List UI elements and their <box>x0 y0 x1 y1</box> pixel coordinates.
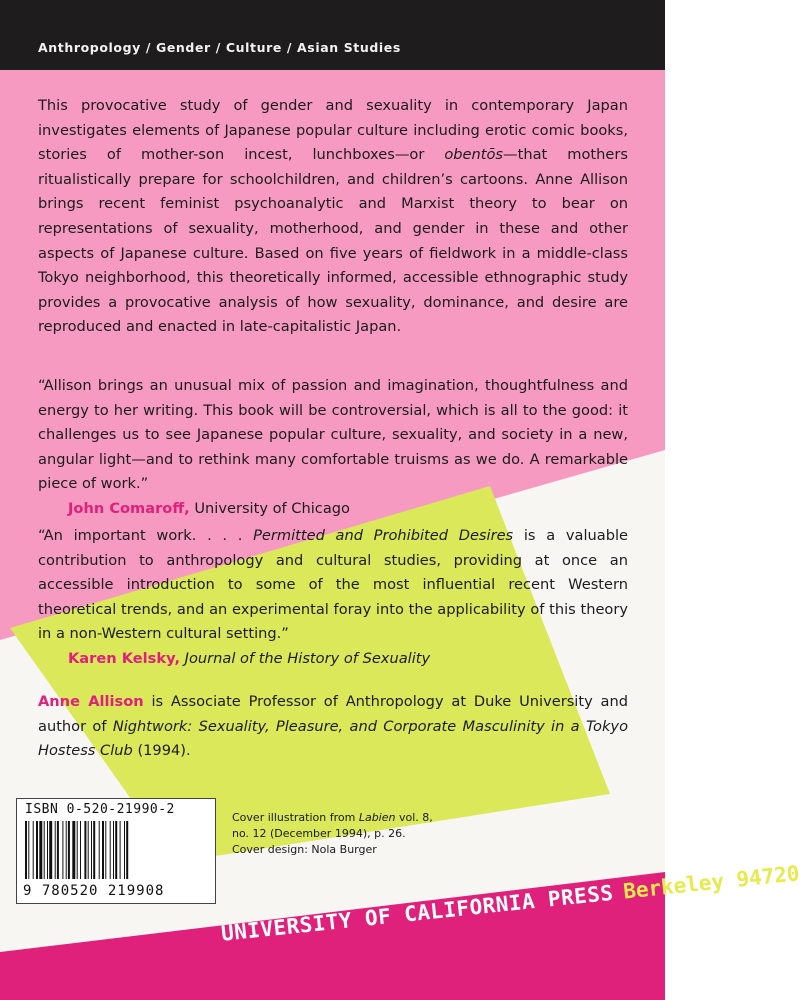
isbn-barcode <box>16 798 216 904</box>
category-label: Anthropology / Gender / Culture / Asian Studies <box>38 40 401 55</box>
description-paragraph: This provocative study of gender and sexuality in contemporary Japan investigates elements of Japanese popular culture including erotic comic books, stories of mother-son incest, lunchboxes—or obentōs—that mothers ritualistically prepare for schoolchildren, and children’s cartoons. Anne Allison brings recent feminist psychoanalytic and Marxist theory to bear on representations of sexuality, motherhood, and gender in these and other aspects of Japanese culture. Based on five years of fieldwork in a middle-class Tokyo neighborhood, this theoretically informed, accessible ethnographic study provides a provocative analysis of how sexuality, dominance, and desire are reproduced and enacted in late-capitalistic Japan. <box>38 97 628 336</box>
publisher-name: UNIVERSITY OF CALIFORNIA PRESS <box>220 880 615 946</box>
credit-line: Cover design: Nola Burger <box>232 843 377 856</box>
category-bar <box>0 0 665 70</box>
quote-attribution: Karen Kelsky, Journal of the History of Sexuality <box>68 649 431 667</box>
cover-credits <box>232 810 433 858</box>
author-bio: Anne Allison is Associate Professor of Anthropology at Duke University and author of Nightwork: Sexuality, Pleasure, and Corporate Masculinity in a Tokyo Hostess Club (1994). <box>38 693 628 760</box>
publisher-city: Berkeley 94720 <box>622 861 801 904</box>
barcode-number: 9 780520 219908 <box>23 883 165 899</box>
barcode-bars <box>23 821 209 881</box>
review-quote-comaroff: “Allison brings an unusual mix of passion and imagination, thoughtfulness and energy to her writing. This book will be controversial, which is all to the good: it challenges us to see Japanese popular culture, sexuality, and society in a new, angular light—and to rethink many comfortable truisms as we do. A remarkable piece of work.” John Comaroff, University of Chicago <box>38 374 628 522</box>
credit-line: no. 12 (December 1994), p. 26. <box>232 827 406 840</box>
credit-line: Cover illustration from Labien vol. 8, <box>232 811 433 824</box>
isbn-number: ISBN 0-520-21990-2 <box>25 802 175 817</box>
quote-attribution: John Comaroff, University of Chicago <box>68 499 350 517</box>
review-quote-kelsky: “An important work. . . . Permitted and Prohibited Desires is a valuable contribution to anthropology and cultural studies, providing at once an accessible introduction to some of the most influential recent Western theoretical trends, and an experimental foray into the applicability of this theory in a non-Western cultural setting.” Karen Kelsky, Journal of the History of Sexuality <box>38 524 628 672</box>
